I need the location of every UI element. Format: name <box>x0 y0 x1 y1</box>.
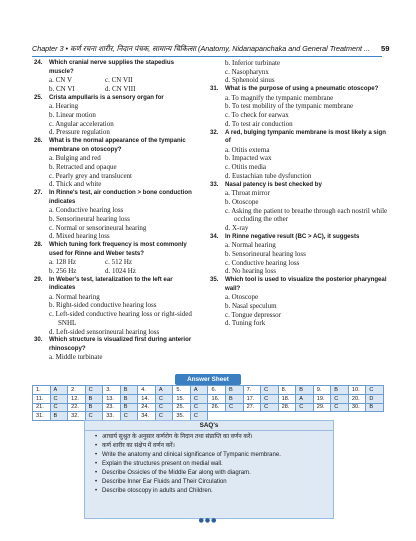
answer-key: C <box>331 403 349 412</box>
answer-key: A <box>155 386 173 395</box>
answer-question-number: 2. <box>68 386 86 395</box>
question-text <box>34 276 200 293</box>
saq-item-text: आचार्य सुश्रुत के अनुसार कर्णरोग के निदान तथा संप्राप्ति का वर्णन करें। <box>102 434 253 440</box>
question-block <box>210 181 390 233</box>
answer-key: C <box>261 403 279 412</box>
saq-item-text: कर्ण शारीर का संक्षेप में वर्णन करें। <box>102 443 175 449</box>
answer-question-number: 21. <box>33 403 51 412</box>
question-number: 28. <box>34 241 43 248</box>
saq-item <box>95 433 333 442</box>
question-number: 27. <box>34 189 43 196</box>
option-row <box>34 258 200 267</box>
answer-key: C <box>155 403 173 412</box>
bullet-icon: • <box>95 434 98 440</box>
answer-question-number: 17. <box>243 394 261 403</box>
saq-item <box>95 451 333 460</box>
option: c. Left-sided conductive hearing loss or right-sided SNHL <box>49 310 192 327</box>
option: d. No hearing loss <box>225 267 276 276</box>
answer-key: C <box>296 403 314 412</box>
answer-question-number: 11. <box>33 394 51 403</box>
answer-question-number: 23. <box>103 403 121 412</box>
option: c. Nasopharynx <box>225 67 269 76</box>
bullet-icon: • <box>95 452 98 458</box>
saq-title: SAQ's <box>85 421 333 431</box>
option: d. Pressure regulation <box>49 128 110 137</box>
answer-question-number: 8. <box>278 386 296 395</box>
question-block <box>210 129 390 181</box>
question-number: 31. <box>210 85 219 93</box>
question-body: A red, bulging tympanic membrane is most likely a sign of <box>225 128 386 145</box>
page-number: 59 <box>381 44 390 53</box>
answer-key: B <box>85 403 103 412</box>
question-block <box>34 336 200 362</box>
answer-key: B <box>85 394 103 403</box>
answer-key: B <box>296 386 314 395</box>
answer-key: C <box>190 412 208 421</box>
answer-question-number: 3. <box>103 386 121 395</box>
option: a. Bulging and red <box>49 154 101 163</box>
saq-item-text: Describe Ossicles of the Middle Ear along with diagram. <box>102 470 251 476</box>
answer-question-number: 4. <box>138 386 156 395</box>
answer-key: A <box>190 386 208 395</box>
saq-list <box>85 433 333 496</box>
option: b. Inferior turbinate <box>225 59 281 67</box>
question-text <box>34 241 200 258</box>
question-body: In Rinne negative result (BC > AC), it suggests <box>225 232 360 240</box>
question-block <box>210 85 390 128</box>
answer-question-number: 6. <box>208 386 226 395</box>
option: d. Tuning fork <box>225 319 266 328</box>
question-body: Which cranial nerve supplies the stapedius muscle? <box>49 59 174 75</box>
question-body: In Weber's test, lateralization to the left ear indicates <box>49 275 173 292</box>
option: d. X-ray <box>225 223 249 232</box>
question-body: What is the normal appearance of the tympanic membrane on otoscopy? <box>49 137 186 153</box>
answer-question-number: 27. <box>243 403 261 412</box>
answer-key: C <box>155 412 173 421</box>
question-body: Which structure is visualized first during anterior rhinoscopy? <box>49 336 192 352</box>
saq-box <box>84 420 334 519</box>
question-body: In Rinne's test, air conduction > bone conduction indicates <box>49 189 192 205</box>
question-block <box>210 233 390 276</box>
answer-question-number: 31. <box>33 412 51 421</box>
answer-question-number: 9. <box>313 386 331 395</box>
option: a. To magnify the tympanic membrane <box>225 93 334 102</box>
answer-key: B <box>120 403 138 412</box>
bullet-icon: • <box>95 488 98 494</box>
question-block <box>34 59 200 94</box>
answer-sheet-title: Answer Sheet <box>175 374 241 385</box>
bullet-icon: • <box>95 461 98 467</box>
option: c. Conductive hearing loss <box>225 258 300 267</box>
question-text <box>34 59 200 76</box>
answer-sheet-table <box>32 385 384 421</box>
answer-question-number: 30. <box>348 403 366 412</box>
answer-question-number: 26. <box>208 403 226 412</box>
saq-item-text: Write the anatomy and clinical significance of Tympanic membrane. <box>102 452 281 458</box>
option: d. Sphenoid sinus <box>225 76 275 85</box>
option: c. CN VII <box>105 76 133 85</box>
answer-question-number: 20. <box>348 394 366 403</box>
answer-key: B <box>366 403 384 412</box>
option: c. Otitis media <box>225 163 267 172</box>
option: b. Linear motion <box>49 110 96 119</box>
bullet-icon: • <box>95 470 98 476</box>
option: b. Nasal speculum <box>225 301 277 310</box>
question-block <box>34 189 200 241</box>
answer-key: B <box>50 412 68 421</box>
answer-key: B <box>226 386 244 395</box>
question-number: 30. <box>34 336 43 344</box>
saq-item-text: Describe Inner Ear Fluids and Their Circulation <box>102 479 227 485</box>
question-body: Crista ampullaris is a sensory organ for <box>49 93 164 101</box>
answer-question-number: 28. <box>278 403 296 412</box>
answer-key: D <box>366 394 384 403</box>
saq-item-text: Explain the structures present on medial wall. <box>102 461 223 467</box>
question-block <box>34 241 200 276</box>
answer-question-number: 25. <box>173 403 191 412</box>
running-header: Chapter 3 • कर्ण रचना शारीर, निदान पंचक, सामान्य चिकित्सा (Anatomy, Nidanapanchaka and General Treatment ... <box>32 44 370 53</box>
question-number: 34. <box>210 232 219 240</box>
question-text <box>34 189 200 206</box>
answer-key: B <box>331 386 349 395</box>
question-text <box>34 336 200 353</box>
option: b. Otoscope <box>225 197 259 206</box>
saq-item <box>95 469 333 478</box>
answer-question-number: 13. <box>103 394 121 403</box>
question-block <box>210 59 390 85</box>
answer-key: B <box>120 386 138 395</box>
option: a. 128 Hz <box>49 258 77 267</box>
saq-item <box>95 478 333 487</box>
option: c. To check for earwax <box>225 111 289 120</box>
option: d. To test air conduction <box>225 119 293 128</box>
option: a. Normal hearing <box>225 241 276 250</box>
option: a. Middle turbinate <box>49 353 103 362</box>
answer-question-number: 22. <box>68 403 86 412</box>
question-number: 25. <box>34 93 43 101</box>
option: d. Mixed hearing loss <box>49 232 110 241</box>
option: c. Tongue depressor <box>225 310 281 319</box>
answer-question-number: 32. <box>68 412 86 421</box>
option: b. Impacted wax <box>225 154 272 163</box>
question-number: 33. <box>210 180 219 188</box>
left-question-column <box>34 59 200 362</box>
answer-question-number: 16. <box>208 394 226 403</box>
question-text <box>210 129 390 146</box>
option: d. Left-sided sensorineural hearing loss <box>49 327 160 336</box>
end-ornament: ●●● <box>198 517 218 524</box>
option: a. CN V <box>49 76 73 85</box>
answer-question-number: 1. <box>33 386 51 395</box>
saq-item <box>95 460 333 469</box>
option: c. Asking the patient to breathe through each nostril while occluding the other <box>225 206 388 224</box>
saq-item-text: Describe otoscopy in adults and Children. <box>102 488 213 494</box>
option: c. Pearly grey and translucent <box>49 171 132 180</box>
question-block <box>34 94 200 137</box>
answer-key: B <box>226 394 244 403</box>
option: d. Thick and white <box>49 180 102 189</box>
option: a. Otoscope <box>225 293 259 302</box>
question-block <box>34 276 200 337</box>
question-text <box>34 137 200 154</box>
answer-key: B <box>120 394 138 403</box>
question-body: Which tool is used to visualize the posterior pharyngeal wall? <box>225 276 387 292</box>
option: c. 512 Hz <box>105 258 133 267</box>
answer-question-number: 33. <box>103 412 121 421</box>
answer-question-number: 35. <box>173 412 191 421</box>
question-text <box>34 94 200 103</box>
answer-question-number: 12. <box>68 394 86 403</box>
answer-key: C <box>85 386 103 395</box>
answer-row <box>33 403 384 412</box>
question-text <box>210 181 390 190</box>
answer-key: C <box>85 412 103 421</box>
saq-item <box>95 442 333 451</box>
question-number: 29. <box>34 275 43 283</box>
option: b. To test mobility of the tympanic membrane <box>225 102 354 111</box>
question-body: Which tuning fork frequency is most commonly used for Rinne and Weber tests? <box>49 241 187 257</box>
answer-question-number: 24. <box>138 403 156 412</box>
answer-key: C <box>190 403 208 412</box>
option: d. Eustachian tube dysfunction <box>225 171 312 180</box>
answer-question-number: 14. <box>138 394 156 403</box>
question-block <box>210 276 390 328</box>
bullet-icon: • <box>95 479 98 485</box>
option-row <box>34 267 200 276</box>
bullet-icon: • <box>95 443 98 449</box>
answer-key: C <box>226 403 244 412</box>
option: b. 256 Hz <box>49 266 77 275</box>
answer-row <box>33 386 384 395</box>
question-number: 32. <box>210 128 219 136</box>
question-body: What is the purpose of using a pneumatic otoscope? <box>225 85 379 93</box>
question-block <box>34 137 200 189</box>
answer-key: C <box>50 403 68 412</box>
answer-question-number: 19. <box>313 394 331 403</box>
answer-question-number: 29. <box>313 403 331 412</box>
option: b. CN VI <box>49 84 75 93</box>
answer-question-number: 18. <box>278 394 296 403</box>
option: c. Angular acceleration <box>49 119 114 128</box>
option: a. Conductive hearing loss <box>49 206 124 215</box>
header-rule <box>32 56 382 57</box>
question-text <box>210 85 390 94</box>
right-question-column <box>210 59 390 328</box>
answer-key: C <box>366 386 384 395</box>
answer-question-number: 10. <box>348 386 366 395</box>
answer-question-number: 34. <box>138 412 156 421</box>
answer-key: C <box>261 394 279 403</box>
option: a. Throat mirror <box>225 189 270 198</box>
option-row <box>34 85 200 94</box>
question-body: Nasal patency is best checked by <box>225 180 322 188</box>
answer-key: C <box>190 394 208 403</box>
question-number: 35. <box>210 276 219 284</box>
answer-row <box>33 394 384 403</box>
option: a. Hearing <box>49 102 79 111</box>
question-text <box>210 233 390 242</box>
option: b. Retracted and opaque <box>49 162 117 171</box>
option: a. Otitis externa <box>225 145 270 154</box>
option: b. Right-sided conductive hearing loss <box>49 301 157 310</box>
option: c. Normal or sensorineural hearing <box>49 223 147 232</box>
answer-key: C <box>331 394 349 403</box>
answer-key: A <box>50 386 68 395</box>
option: b. Sensorineural hearing loss <box>225 249 306 258</box>
option-row <box>34 76 200 85</box>
answer-key: C <box>50 394 68 403</box>
option: d. 1024 Hz <box>105 266 136 275</box>
saq-item <box>95 487 333 496</box>
option: b. Sensorineural hearing loss <box>49 214 130 223</box>
answer-key: A <box>296 394 314 403</box>
answer-key: C <box>155 394 173 403</box>
answer-question-number: 7. <box>243 386 261 395</box>
answer-key: C <box>120 412 138 421</box>
answer-question-number: 5. <box>173 386 191 395</box>
option: d. CN VIII <box>105 84 136 93</box>
answer-key: C <box>261 386 279 395</box>
question-text <box>210 276 390 293</box>
option: a. Normal hearing <box>49 292 100 301</box>
question-number: 26. <box>34 137 43 144</box>
answer-question-number: 15. <box>173 394 191 403</box>
question-number: 24. <box>34 59 43 66</box>
